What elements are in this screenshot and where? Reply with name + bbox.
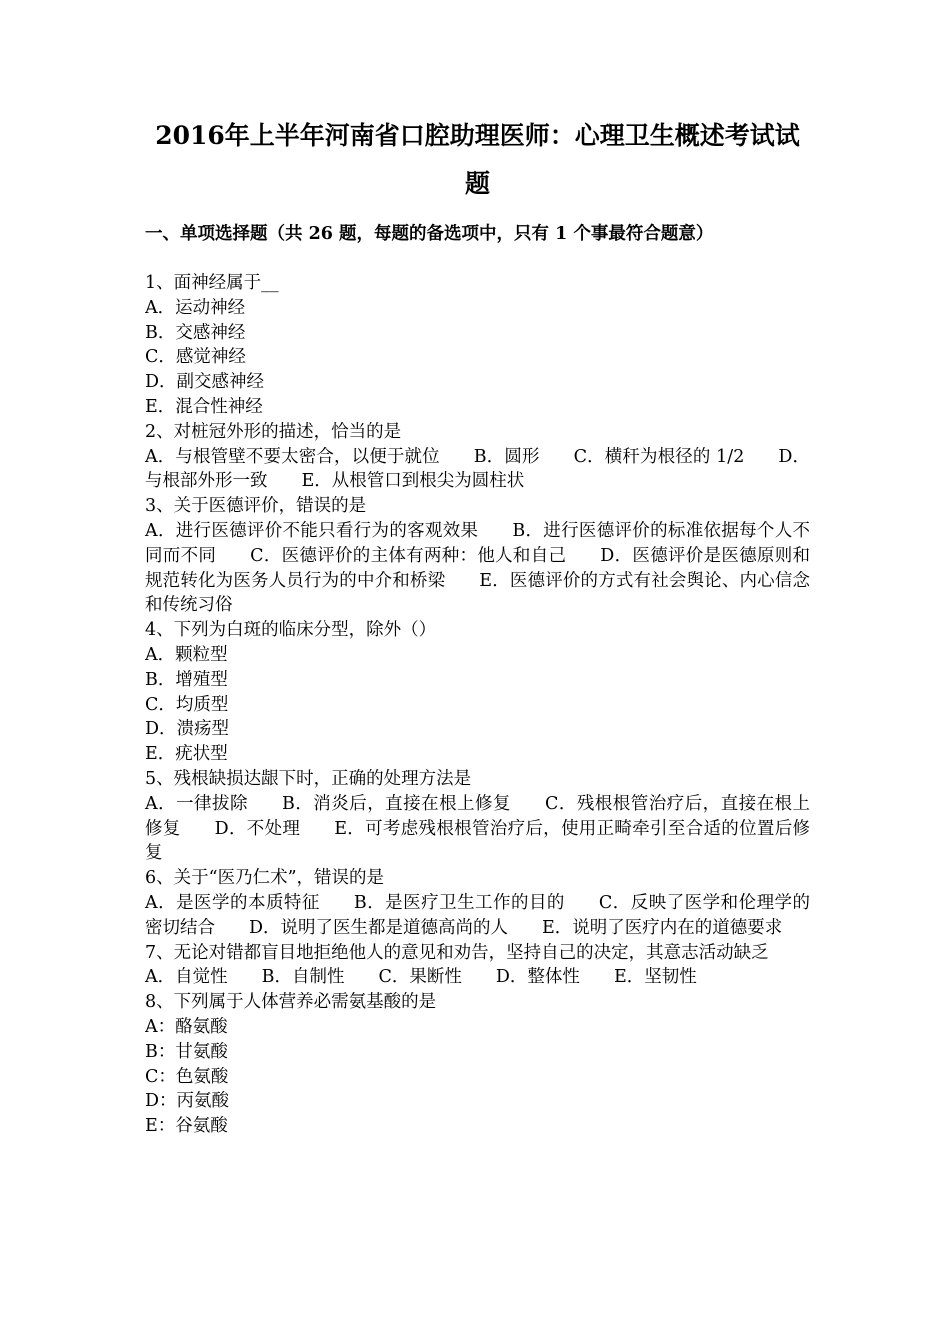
option-c: C．感觉神经 — [145, 347, 246, 368]
question-stem: 4、下列为白斑的临床分型，除外（） — [145, 620, 437, 641]
option-a: A．与根管壁不要太密合，以便于就位 — [145, 446, 440, 467]
option-b: B：甘氨酸 — [145, 1041, 228, 1062]
section-heading: 一、单项选择题（共 26 题，每题的备选项中，只有 1 个事最符合题意） — [145, 224, 714, 244]
option-b: B．增殖型 — [145, 669, 228, 690]
document-title: 2016年上半年河南省口腔助理医师：心理卫生概述考试试题 — [155, 121, 800, 198]
question-7 — [145, 941, 810, 991]
option-a: A．颗粒型 — [145, 644, 228, 665]
question-8 — [145, 990, 810, 1139]
option-c: C．均质型 — [145, 694, 229, 715]
option-e: E．疣状型 — [145, 744, 228, 765]
question-2 — [145, 420, 810, 494]
question-4 — [145, 618, 810, 767]
option-e: E．说明了医疗内在的道德要求 — [542, 917, 783, 938]
option-d: D．说明了医生都是道德高尚的人 — [249, 917, 509, 938]
option-e: E．医德评价的方式有社会舆论、内心信念和传统习俗 — [145, 570, 810, 616]
option-b: B．自制性 — [261, 967, 345, 988]
option-c: C．横秆为根径的 1/2 — [573, 446, 745, 467]
question-6 — [145, 866, 810, 940]
option-e: E．可考虑残根根管治疗后，使用正畸牵引至合适的位置后修复 — [145, 818, 811, 864]
question-stem: 1、面神经属于__ — [145, 273, 279, 293]
option-b: B．消炎后，直接在根上修复 — [281, 793, 511, 814]
option-b: B．进行医德评价的标准依据每个人不同而不同 — [145, 520, 811, 566]
option-b: B．交感神经 — [145, 322, 246, 343]
question-list — [145, 271, 810, 1139]
question-1 — [145, 271, 810, 420]
question-stem: 8、下列属于人体营养必需氨基酸的是 — [145, 992, 437, 1013]
option-group — [145, 792, 810, 866]
option-group — [145, 965, 810, 990]
option-c: C：色氨酸 — [145, 1066, 229, 1087]
option-c: C．医德评价的主体有两种：他人和自己 — [250, 545, 567, 566]
option-d: D．与根部外形一致 — [145, 446, 810, 492]
option-d: D：丙氨酸 — [145, 1091, 230, 1112]
option-e: E．坚韧性 — [613, 967, 697, 988]
option-a: A．自觉性 — [145, 967, 228, 988]
option-c: C．果断性 — [378, 967, 462, 988]
option-a: A．运动神经 — [145, 297, 246, 318]
option-e: E：谷氨酸 — [145, 1116, 228, 1137]
option-c: C．反映了医学和伦理学的密切结合 — [145, 892, 811, 938]
option-d: D．医德评价是医德原则和规范转化为医务人员行为的中介和桥梁 — [145, 545, 811, 591]
option-a: A：酪氨酸 — [145, 1016, 228, 1037]
question-5 — [145, 767, 810, 866]
question-stem: 3、关于医德评价，错误的是 — [145, 496, 367, 517]
option-b: B．是医疗卫生工作的目的 — [353, 892, 565, 913]
option-e: E．混合性神经 — [145, 396, 263, 417]
option-d: D．溃疡型 — [145, 719, 230, 740]
question-stem: 2、对桩冠外形的描述，恰当的是 — [145, 421, 402, 442]
question-stem: 5、残根缺损达龈下时，正确的处理方法是 — [145, 768, 472, 789]
option-group — [145, 445, 810, 495]
option-c: C．残根根管治疗后，直接在根上修复 — [145, 793, 811, 839]
question-3 — [145, 494, 810, 618]
option-group — [145, 891, 810, 941]
option-d: D．不处理 — [214, 818, 301, 839]
option-a: A．进行医德评价不能只看行为的客观效果 — [145, 520, 479, 541]
option-b: B．圆形 — [473, 446, 540, 467]
option-d: D．副交感神经 — [145, 372, 265, 393]
question-stem: 7、无论对错都盲目地拒绝他人的意见和劝告，坚持自己的决定，其意志活动缺乏 — [145, 942, 769, 963]
option-a: A．一律拔除 — [145, 793, 248, 814]
option-d: D．整体性 — [495, 967, 580, 988]
option-e: E．从根管口到根尖为圆柱状 — [301, 471, 525, 492]
option-a: A．是医学的本质特征 — [145, 892, 320, 913]
option-group — [145, 519, 810, 618]
question-stem: 6、关于“医乃仁术”，错误的是 — [145, 868, 385, 889]
